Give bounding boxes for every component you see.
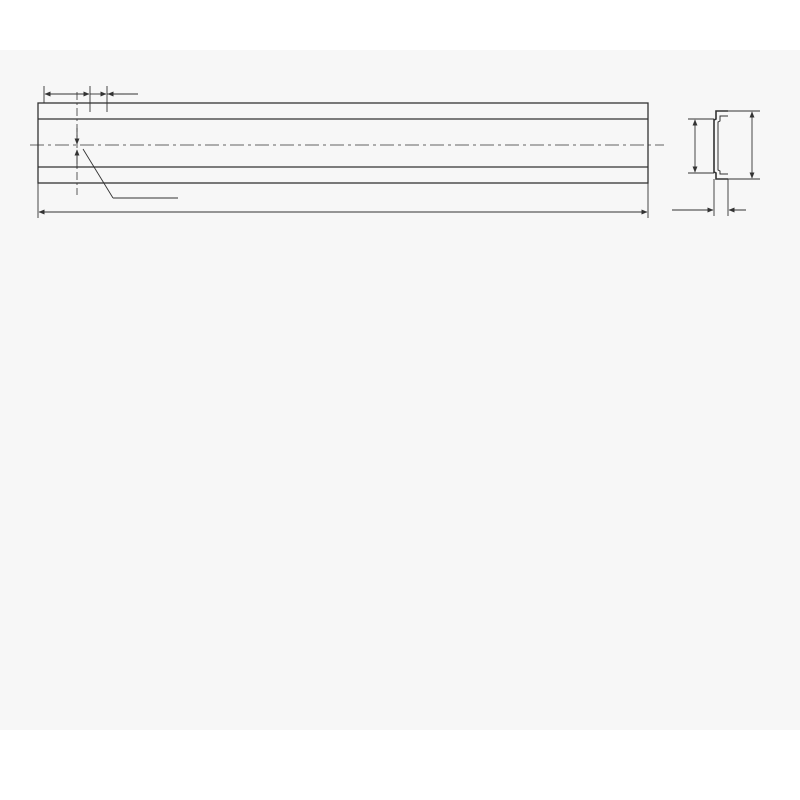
dimension-height-inner xyxy=(688,119,714,173)
dimension-length xyxy=(38,183,648,218)
dimension-flange xyxy=(672,179,746,216)
rail-outline xyxy=(38,103,648,183)
rail-profile-inner xyxy=(718,116,728,174)
rail-profile-outline xyxy=(714,111,728,179)
slot-note-leader xyxy=(83,149,178,198)
dimension-height-outer xyxy=(728,111,760,179)
rail-profile-view xyxy=(714,111,728,179)
dimension-pitch xyxy=(44,86,90,112)
rail-front-view xyxy=(38,103,648,183)
slot-axis-lines xyxy=(30,92,664,195)
dimension-slot-width xyxy=(90,86,138,112)
